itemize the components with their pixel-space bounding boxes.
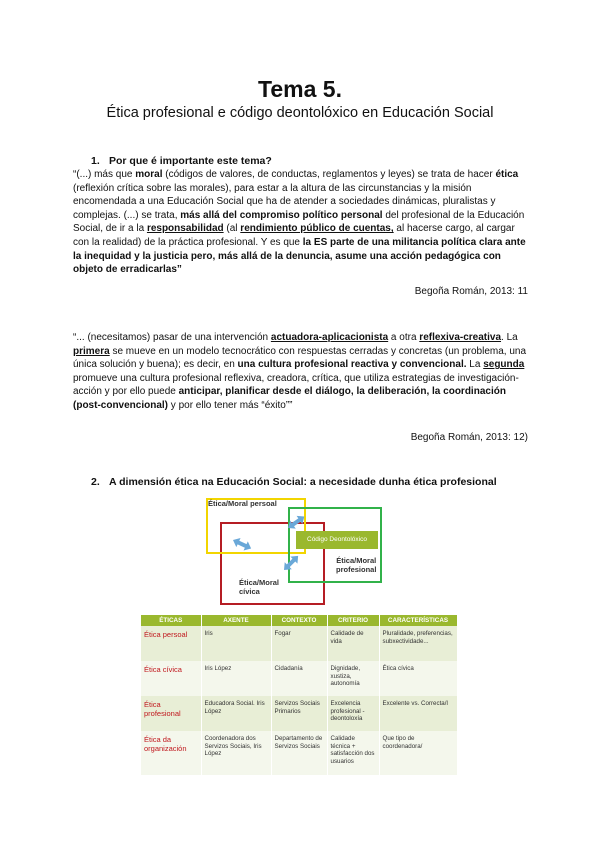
table-header-cell: CARACTERÍSTICAS [379, 615, 457, 626]
quote-2-text: y por ello tener más “éxito”” [168, 399, 293, 411]
civica-label-line-1: Ética/Moral [239, 578, 280, 587]
section-1-title: Por que é importante este tema? [109, 155, 272, 167]
table-cell-etica: Ética profesional [141, 696, 201, 731]
table-cell-etica: Ética da organización [141, 731, 201, 775]
double-arrow-icon [231, 535, 253, 553]
quote-1-emphasis: la ES parte de una militancia política clara ante la inequidad y la justicia pero, más allá de la denuncia, asume una acción pedagógica con objeto de erradicarlas” [73, 236, 526, 276]
persoal-label: Ética/Moral persoal [208, 499, 277, 508]
quote-1-emphasis: moral [135, 169, 163, 180]
quote-1-text: (reflexión crítica sobre las morales), para estar a la altura de las circunstancias y la misión encomendada a una Educación Social que ha de atender a sociedades dinámicas, pluralistas y complejas. (...) se trata, [73, 182, 496, 221]
table-cell: Coordenadora dos Servizos Sociais, Iris López [201, 731, 271, 775]
quote-1-underlined: rendimiento público de cuentas, [240, 223, 394, 235]
table-cell: Calidade técnica + satisfacción dos usuarios [327, 731, 379, 775]
section-2-heading [91, 476, 497, 488]
double-arrow-icon [285, 512, 307, 532]
quote-2-text: a otra [388, 332, 420, 343]
table-cell: Dignidade, xustiza, autonomía [327, 661, 379, 696]
section-2-title: A dimensión ética na Educación Social: a necesidade dunha ética profesional [109, 476, 497, 488]
quote-2-citation: Begoña Román, 2013: 12) [410, 432, 528, 443]
page-subtitle: Ética profesional e código deontolóxico en Educación Social [106, 105, 494, 121]
quote-2-text: “... (necesitamos) pasar de una intervención [73, 332, 271, 343]
quote-1-text: (códigos de valores, de conductas, reglamentos y leyes) se trata de hacer [162, 169, 496, 180]
quote-2-text: La [466, 359, 484, 371]
table-header-cell: ÉTICAS [141, 615, 201, 626]
quote-1-text: (al [223, 223, 241, 235]
quote-1-text: del profesional de la Educación Social, de ir a la [73, 209, 525, 235]
section-2-number: 2. [91, 476, 100, 488]
civica-label-line-2: cívica [239, 587, 260, 596]
table-header-cell: CRITERIO [327, 615, 379, 626]
quote-2-underlined: segunda [483, 359, 525, 371]
table-cell: Que tipo de coordenadora/ [379, 731, 457, 775]
table-cell: Departamento de Servizos Sociais [271, 731, 327, 775]
page-title: Tema 5. [258, 76, 342, 102]
table-cell-etica: Ética cívica [141, 661, 201, 696]
table-cell: Iris López [201, 661, 271, 696]
table-cell: Excelente vs. Correcta/l [379, 696, 457, 731]
table-row [141, 626, 457, 661]
quote-1-text: al hacerse cargo, al cargar con la realidad) de la práctica profesional. Y es que [73, 223, 515, 248]
ethics-table [141, 615, 458, 775]
quote-2 [73, 331, 529, 413]
table-header-cell: CONTEXTO [271, 615, 327, 626]
profesional-label-line-2: profesional [336, 565, 377, 574]
table-cell: Iris [201, 626, 271, 661]
table-row [141, 661, 457, 696]
table-cell: Cidadanía [271, 661, 327, 696]
profesional-label-line-1: Ética/Moral [336, 556, 377, 565]
table-header-row [141, 615, 457, 626]
table-header-cell: AXENTE [201, 615, 271, 626]
table-cell: Calidade de vida [327, 626, 379, 661]
quote-2-underlined: actuadora-aplicacionista [270, 332, 389, 343]
quote-1-underlined: responsabilidad [146, 223, 224, 235]
quote-2-underlined: primera [73, 345, 110, 357]
table-cell-etica: Ética persoal [141, 626, 201, 661]
quote-1-emphasis: más allá del compromiso político personal [180, 209, 383, 221]
table-cell: Servizos Sociais Primarios [271, 696, 327, 731]
quote-2-text: se mueve en un modelo tecnocrático con respuestas cerradas y concretas (un problema, una única solución y buena); es decir, en [73, 345, 527, 371]
table-row [141, 731, 457, 775]
double-arrow-icon [280, 552, 301, 573]
section-1-heading [91, 155, 272, 167]
quote-1-citation: Begoña Román, 2013: 11 [414, 286, 528, 297]
quote-2-text: promueve una cultura profesional reflexiva, creadora, crítica, que utiliza estrategias de investigación-acción y por ello puede [73, 372, 519, 398]
quote-1-text: “(...) más que [73, 169, 136, 180]
quote-2-emphasis: una cultura profesional reactiva y convencional. [237, 359, 467, 371]
table-cell: Ética cívica [379, 661, 457, 696]
quote-2-emphasis: anticipar, planificar desde el diálogo, la deliberación, la coordinación (post-convencional) [73, 386, 506, 411]
table-cell: Pluralidade, preferencias, subxectividade... [379, 626, 457, 661]
quote-2-underlined: reflexiva-creativa [419, 332, 502, 343]
codigo-deontoloxico-box: Código Deontolóxico [296, 531, 378, 549]
quote-1 [73, 168, 529, 277]
table-cell: Fogar [271, 626, 327, 661]
section-1-number: 1. [91, 155, 100, 167]
table-cell: Excelencia profesional - deontoloxía [327, 696, 379, 731]
diagram-arrows [200, 492, 390, 607]
quote-2-text: . La [501, 332, 518, 343]
table-row [141, 696, 457, 731]
quote-1-emphasis: ética [495, 169, 519, 180]
table-cell: Educadora Social. Iris López [201, 696, 271, 731]
